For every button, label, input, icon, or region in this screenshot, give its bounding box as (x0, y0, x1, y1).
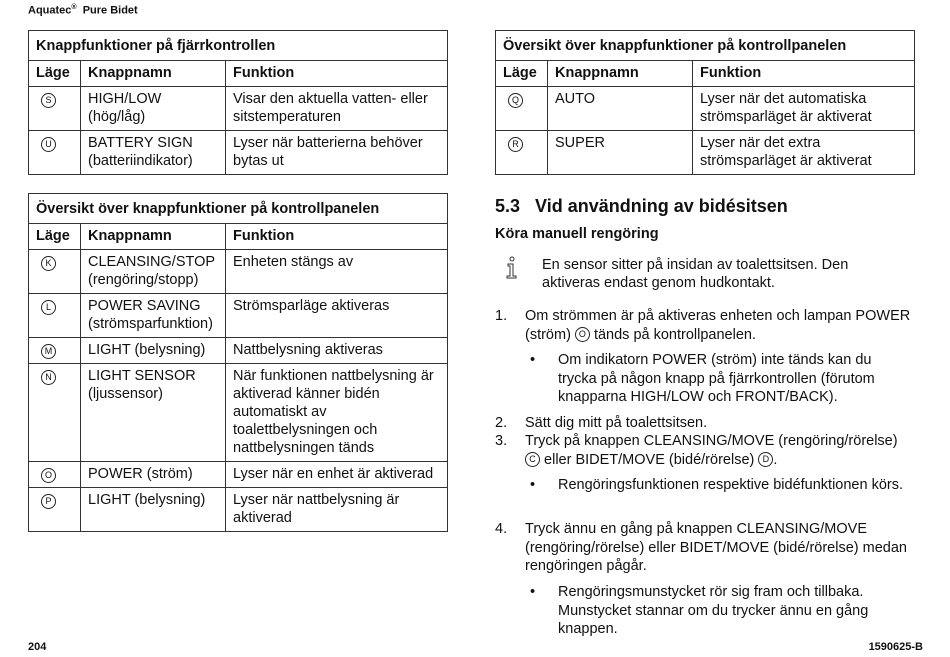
table-row: K CLEANSING/STOP (rengöring/stopp) Enheten stängs av (29, 250, 448, 294)
button-symbol-icon: S (41, 93, 56, 108)
table-caption: Översikt över knappfunktioner på kontrollpanelen (29, 194, 448, 224)
page-number: 204 (28, 641, 47, 653)
button-symbol-icon: M (41, 344, 56, 359)
panel-button-table (28, 193, 448, 532)
col-header-mode: Läge (29, 224, 81, 250)
col-header-name: Knappnamn (81, 61, 226, 87)
col-header-name: Knappnamn (548, 61, 693, 87)
col-header-name: Knappnamn (81, 224, 226, 250)
button-symbol-icon: O (41, 468, 56, 483)
remote-button-table (28, 30, 448, 175)
running-header: Aquatec® Pure Bidet (28, 4, 138, 17)
button-symbol-icon: U (41, 137, 56, 152)
cleansing-symbol-icon: C (525, 452, 540, 467)
section-heading: 5.3 Vid användning av bidésitsen (495, 196, 788, 216)
power-symbol-icon: O (575, 327, 590, 342)
table-row: Q AUTO Lyser när det automatiska strömsparläget är aktiverat (496, 87, 915, 131)
col-header-function: Funktion (226, 61, 448, 87)
button-symbol-icon: R (508, 137, 523, 152)
button-symbol-icon: Q (508, 93, 523, 108)
table-caption: Översikt över knappfunktioner på kontrollpanelen (496, 31, 915, 61)
col-header-mode: Läge (496, 61, 548, 87)
button-symbol-icon: L (41, 300, 56, 315)
button-symbol-icon: P (41, 494, 56, 509)
button-symbol-icon: N (41, 370, 56, 385)
table-row: L POWER SAVING (strömsparfunktion) Strömsparläge aktiveras (29, 294, 448, 338)
panel-button-table-continued (495, 30, 915, 175)
bidet-symbol-icon: D (758, 452, 773, 467)
info-note: En sensor sitter på insidan av toalettsitsen. Den aktiveras endast genom hudkontakt. (542, 257, 849, 291)
table-row: N LIGHT SENSOR (ljussensor) När funktionen nattbelysning är aktiverad känner bidén automatiskt av toalettbelysningen och nattbelysningen tänds (29, 364, 448, 462)
table-row: U BATTERY SIGN (batteriindikator) Lyser när batterierna behöver bytas ut (29, 131, 448, 175)
button-symbol-icon: K (41, 256, 56, 271)
col-header-mode: Läge (29, 61, 81, 87)
table-row: P LIGHT (belysning) Lyser när nattbelysning är aktiverad (29, 488, 448, 532)
table-row: O POWER (ström) Lyser när en enhet är aktiverad (29, 462, 448, 488)
subsection-heading: Köra manuell rengöring (495, 226, 659, 242)
col-header-function: Funktion (693, 61, 915, 87)
table-row: S HIGH/LOW (hög/låg) Visar den aktuella vatten- eller sitstemperaturen (29, 87, 448, 131)
table-caption: Knappfunktioner på fjärrkontrollen (29, 31, 448, 61)
table-row: R SUPER Lyser när det extra strömsparläget är aktiverat (496, 131, 915, 175)
info-icon (503, 256, 519, 280)
col-header-function: Funktion (226, 224, 448, 250)
table-row: M LIGHT (belysning) Nattbelysning aktiveras (29, 338, 448, 364)
document-id: 1590625-B (868, 641, 923, 653)
